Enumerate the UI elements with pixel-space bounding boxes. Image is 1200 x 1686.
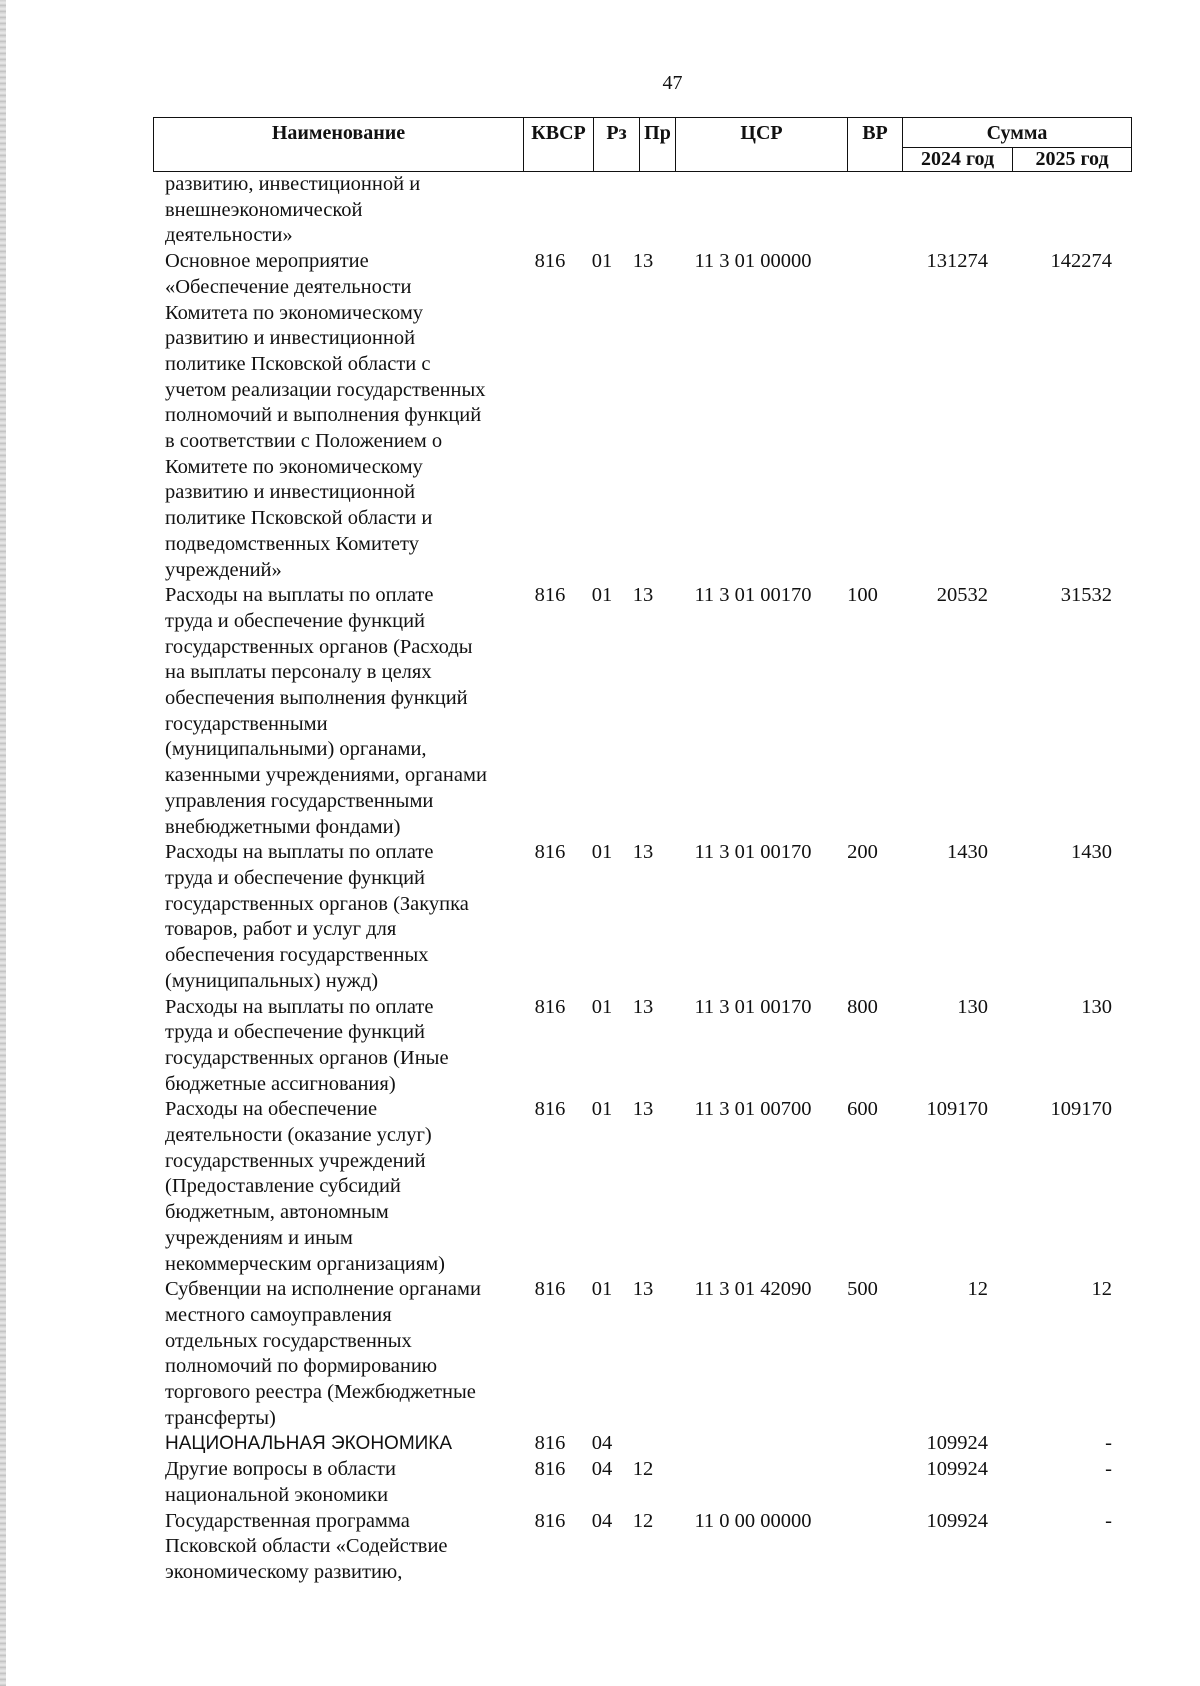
header-csr: ЦСР [676, 118, 848, 172]
row-pr: 12 [632, 1509, 654, 1532]
row-pr: 13 [632, 1098, 654, 1121]
row-sum-2024: 109170 [926, 1098, 988, 1121]
table-row [153, 172, 1131, 249]
row-vr: 100 [847, 584, 878, 607]
row-name: Расходы на выплаты по оплате труда и обеспечение функций государственных органов (Закупка товаров, работ и услуг для обеспечения государственных (муниципальных) нужд) [165, 841, 469, 992]
row-rz: 01 [591, 1278, 613, 1301]
scan-edge [0, 0, 6, 1686]
header-kvsr: КВСР [524, 118, 594, 172]
row-name: развитию, инвестиционной и внешнеэкономической деятельности» [165, 173, 421, 247]
table-row [153, 1431, 1131, 1457]
row-vr: 200 [847, 841, 878, 864]
row-name: Субвенции на исполнение органами местного самоуправления отдельных государственных полномочий по формированию торгового реестра (Межбюджетные трансферты) [165, 1278, 481, 1429]
row-csr: 11 3 01 00170 [694, 841, 812, 864]
row-name: НАЦИОНАЛЬНАЯ ЭКОНОМИКА [165, 1433, 453, 1455]
row-sum-2025: - [1105, 1458, 1112, 1481]
header-pr: Пр [640, 118, 676, 172]
row-rz: 04 [591, 1432, 613, 1455]
row-kvsr: 816 [534, 1432, 566, 1455]
row-name: Расходы на обеспечение деятельности (оказание услуг) государственных учреждений (Предоставление субсидий бюджетным, автономным учреждениям и иным некоммерческим организациям) [165, 1098, 445, 1275]
header-year-2025: 2025 год [1013, 148, 1132, 172]
table-row [153, 249, 1131, 583]
row-sum-2024: 131274 [926, 250, 988, 273]
row-sum-2025: 12 [1091, 1278, 1112, 1301]
row-csr: 11 3 01 00000 [694, 250, 812, 273]
row-kvsr: 816 [534, 1278, 566, 1301]
table-header [153, 117, 1132, 172]
row-name: Другие вопросы в области национальной экономики [165, 1458, 396, 1506]
row-sum-2025: 1430 [1071, 841, 1112, 864]
row-rz: 01 [591, 841, 613, 864]
table-row [153, 1509, 1131, 1586]
row-vr: 600 [847, 1098, 878, 1121]
table-row [153, 840, 1131, 994]
row-rz: 01 [591, 584, 613, 607]
row-kvsr: 816 [534, 584, 566, 607]
row-sum-2024: 1430 [947, 841, 988, 864]
row-kvsr: 816 [534, 841, 566, 864]
row-name: Расходы на выплаты по оплате труда и обеспечение функций государственных органов (Расходы на выплаты персоналу в целях обеспечения выполнения функций государственными (муниципальными) органами, казенными учреждениями, органами управления государственными внебюджетными фондами) [165, 584, 487, 838]
row-kvsr: 816 [534, 1098, 566, 1121]
row-kvsr: 816 [534, 250, 566, 273]
table-body [153, 172, 1131, 1586]
header-name: Наименование [154, 118, 524, 172]
row-vr: 500 [847, 1278, 878, 1301]
row-sum-2024: 109924 [926, 1458, 988, 1481]
header-year-2024: 2024 год [903, 148, 1013, 172]
row-sum-2025: 130 [1081, 995, 1112, 1018]
row-csr: 11 3 01 00170 [694, 995, 812, 1018]
table-row [153, 1277, 1131, 1431]
row-name: Основное мероприятие «Обеспечение деятельности Комитета по экономическому развитию и инвестиционной политике Псковской области с учетом реализации государственных полномочий и выполнения функций в соответствии с Положением о Комитете по экономическому развитию и инвестиционной политике Псковской области и подведомственных Комитету учреждений» [165, 250, 486, 581]
table-row [153, 583, 1131, 840]
row-pr: 13 [632, 1278, 654, 1301]
header-sum: Сумма [903, 118, 1132, 148]
row-pr: 13 [632, 995, 654, 1018]
row-sum-2025: 142274 [1050, 250, 1112, 273]
row-csr: 11 3 01 00700 [694, 1098, 812, 1121]
row-csr: 11 3 01 00170 [694, 584, 812, 607]
budget-table [153, 117, 1131, 1586]
row-rz: 01 [591, 250, 613, 273]
row-sum-2025: 31532 [1060, 584, 1112, 607]
header-rz: Рз [594, 118, 640, 172]
row-sum-2024: 109924 [926, 1509, 988, 1532]
row-name: Расходы на выплаты по оплате труда и обеспечение функций государственных органов (Иные бюджетные ассигнования) [165, 995, 449, 1095]
row-pr: 13 [632, 841, 654, 864]
header-vr: ВР [848, 118, 903, 172]
table-row [153, 995, 1131, 1098]
row-rz: 04 [591, 1458, 613, 1481]
row-vr: 800 [847, 995, 878, 1018]
row-sum-2024: 130 [957, 995, 988, 1018]
row-kvsr: 816 [534, 1458, 566, 1481]
row-name: Государственная программа Псковской области «Содействие экономическому развитию, [165, 1509, 448, 1583]
row-sum-2024: 12 [967, 1278, 988, 1301]
row-csr: 11 3 01 42090 [694, 1278, 812, 1301]
row-kvsr: 816 [534, 1509, 566, 1532]
row-pr: 13 [632, 250, 654, 273]
row-rz: 04 [591, 1509, 613, 1532]
row-rz: 01 [591, 1098, 613, 1121]
row-sum-2025: - [1105, 1509, 1112, 1532]
table-row [153, 1097, 1131, 1277]
row-kvsr: 816 [534, 995, 566, 1018]
row-rz: 01 [591, 995, 613, 1018]
page-number: 47 [662, 72, 683, 94]
row-pr: 13 [632, 584, 654, 607]
row-pr: 12 [632, 1458, 654, 1481]
row-sum-2025: 109170 [1050, 1098, 1112, 1121]
row-sum-2025: - [1105, 1432, 1112, 1455]
table-row [153, 1457, 1131, 1508]
row-csr: 11 0 00 00000 [694, 1509, 812, 1532]
row-sum-2024: 109924 [926, 1432, 988, 1455]
row-sum-2024: 20532 [936, 584, 988, 607]
